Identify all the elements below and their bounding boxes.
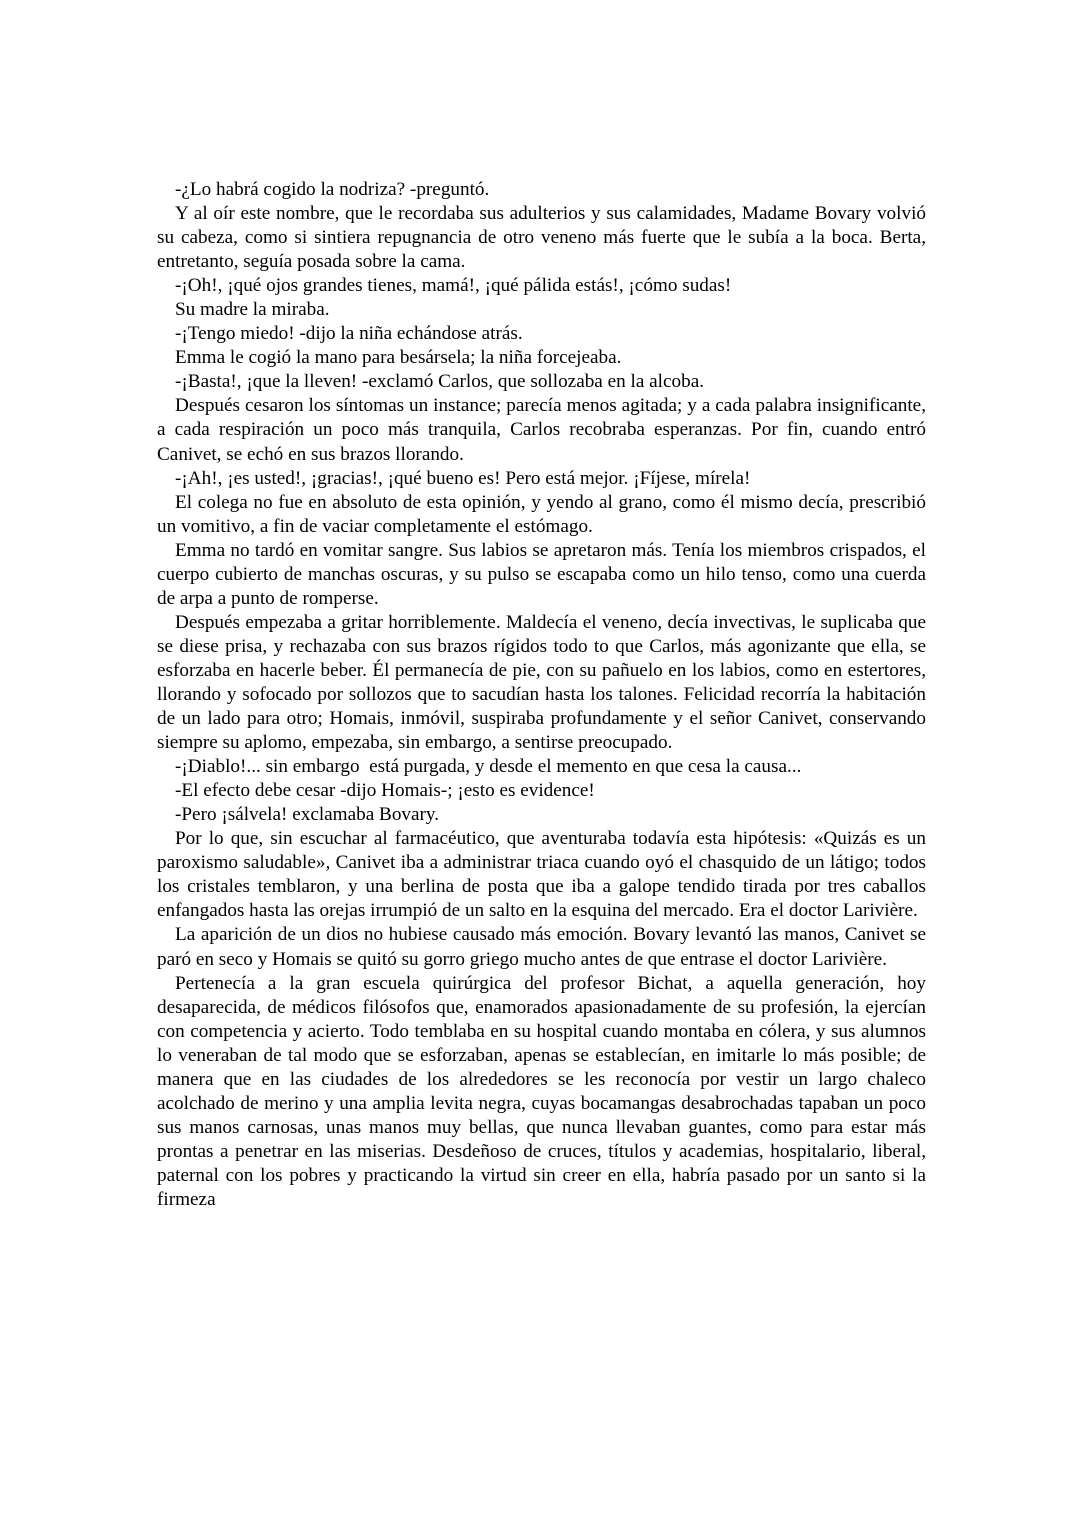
body-paragraph: El colega no fue en absoluto de esta opinión, y yendo al grano, como él mismo decía, prescribió un vomitivo, a fin de vaciar completamente el estómago. <box>157 491 926 537</box>
dialogue-line: -Pero ¡sálvela! exclamaba Bovary. <box>175 804 440 826</box>
dialogue-line: Emma le cogió la mano para besársela; la niña forcejeaba. <box>175 347 622 369</box>
dialogue-line: Su madre la miraba. <box>175 299 330 321</box>
dialogue-line: -¡Diablo!... sin embargo está purgada, y desde el memento en que cesa la causa... <box>175 756 802 778</box>
body-paragraph: Y al oír este nombre, que le recordaba sus adulterios y sus calamidades, Madame Bovary volvió su cabeza, como si sintiera repugnancia de otro veneno más fuerte que le subía a la boca. Berta, entretanto, seguía posada sobre la cama. <box>157 203 926 273</box>
dialogue-line: -¡Tengo miedo! -dijo la niña echándose atrás. <box>175 323 523 345</box>
body-paragraph: La aparición de un dios no hubiese causado más emoción. Bovary levantó las manos, Canivet se paró en seco y Homais se quitó su gorro griego mucho antes de que entrase el doctor Larivière. <box>157 924 926 970</box>
dialogue-line: -¿Lo habrá cogido la nodriza? -preguntó. <box>175 179 490 200</box>
body-paragraph: Después cesaron los síntomas un instance; parecía menos agitada; y a cada palabra insignificante, a cada respiración un poco más tranquila, Carlos recobraba esperanzas. Por fin, cuando entró Canivet, se echó en sus brazos llorando. <box>157 395 926 465</box>
dialogue-line: -¡Basta!, ¡que la lleven! -exclamó Carlos, que sollozaba en la alcoba. <box>175 371 705 393</box>
text-column <box>157 178 926 1212</box>
body-paragraph: Por lo que, sin escuchar al farmacéutico, que aventuraba todavía esta hipótesis: «Quizás es un paroxismo saludable», Canivet iba a administrar triaca cuando oyó el chasquido de un látigo; todos los cristales temblaron, y una berlina de posta que iba a galope tendido tirada por tres caballos enfangados hasta las orejas irrumpió de un salto en la esquina del mercado. Era el doctor Larivière. <box>157 828 926 922</box>
body-paragraph: Emma no tardó en vomitar sangre. Sus labios se apretaron más. Tenía los miembros crispados, el cuerpo cubierto de manchas oscuras, y su pulso se escapaba como un hilo tenso, como una cuerda de arpa a punto de romperse. <box>157 539 926 609</box>
dialogue-line: -¡Ah!, ¡es usted!, ¡gracias!, ¡qué bueno es! Pero está mejor. ¡Fíjese, mírela! <box>175 467 751 489</box>
body-paragraph: Después empezaba a gritar horriblemente. Maldecía el veneno, decía invectivas, le suplicaba que se diese prisa, y rechazaba con sus brazos rígidos todo to que Carlos, más agonizante que ella, se esforzaba en hacerle beber. Él permanecía de pie, con su pañuelo en los labios, como en estertores, llorando y sofocado por sollozos que to sacudían hasta los talones. Felicidad recorría la habitación de un lado para otro; Homais, inmóvil, suspiraba profundamente y el señor Canivet, conservando siempre su aplomo, empezaba, sin embargo, a sentirse preocupado. <box>157 611 926 754</box>
dialogue-line: -El efecto debe cesar -dijo Homais-; ¡esto es evidence! <box>175 780 595 802</box>
body-paragraph-truncated: Pertenecía a la gran escuela quirúrgica del profesor Bichat, a aquella generación, hoy desaparecida, de médicos filósofos que, enamorados apasionadamente de su profesión, la ejercían con competencia y acierto. Todo temblaba en su hospital cuando montaba en cólera, y sus alumnos lo veneraban de tal modo que se esforzaban, apenas se establecían, en imitarle lo más posible; de manera que en las ciudades de los alrededores se les reconocía por vestir un largo chaleco acolchado de merino y una amplia levita negra, cuyas bocamangas desabrochadas tapaban un poco sus manos carnosas, unas manos muy bellas, que nunca llevaban guantes, como para estar más prontas a penetrar en las miserias. Desdeñoso de cruces, títulos y academias, hospitalario, liberal, paternal con los pobres y practicando la virtud sin creer en ella, habría pasado por un santo si la firmeza <box>157 972 926 1210</box>
dialogue-line: -¡Oh!, ¡qué ojos grandes tienes, mamá!, ¡qué pálida estás!, ¡cómo sudas! <box>175 275 732 297</box>
